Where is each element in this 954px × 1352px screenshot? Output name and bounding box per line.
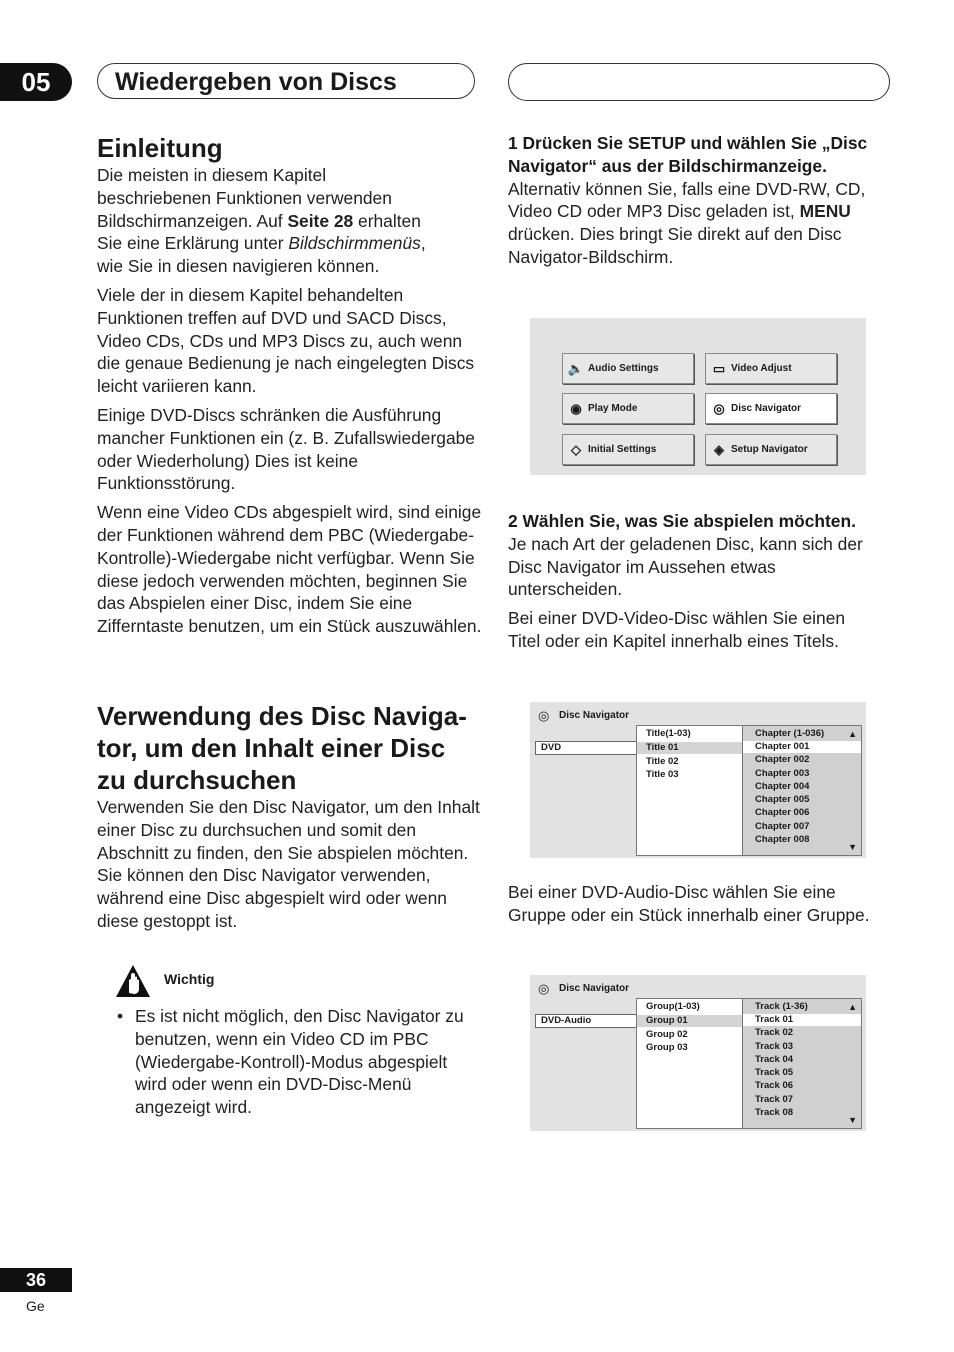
bullet-marker: • bbox=[117, 1006, 124, 1026]
list-item[interactable]: Chapter 003 bbox=[755, 768, 810, 779]
step-2 bbox=[508, 510, 878, 653]
step-2-paragraph-2: Bei einer DVD-Video-Disc wählen Sie einen Titel oder ein Kapitel innerhalb eines Titels. bbox=[508, 608, 846, 651]
section-title-einleitung: Einleitung bbox=[97, 133, 223, 163]
list-item[interactable]: Chapter 005 bbox=[755, 794, 810, 805]
list-item[interactable]: Track 02 bbox=[755, 1027, 794, 1038]
intro-paragraph-2: Viele der in diesem Kapitel behandelten Funktionen treffen auf DVD und SACD Discs, Video CDs, CDs und MP3 Discs zu, auch wenn die genaue Bedienung je nach eingelegten Discs leicht variieren kann. bbox=[97, 284, 475, 397]
list-item[interactable]: Group 03 bbox=[646, 1042, 688, 1053]
list-item[interactable]: Chapter 006 bbox=[755, 807, 810, 818]
list-item[interactable]: Group 02 bbox=[646, 1029, 688, 1040]
list-header: Title(1-03) bbox=[646, 728, 691, 739]
audio-settings-button[interactable]: 🔈 Audio Settings bbox=[562, 353, 694, 384]
disc-icon: ◎ bbox=[713, 400, 725, 416]
list-item[interactable]: Title 03 bbox=[646, 769, 679, 780]
section-title-disc-navigator: Verwendung des Disc Naviga- tor, um den Inhalt einer Disc zu durchsuchen bbox=[97, 701, 467, 795]
step-1-body: Alternativ können Sie, falls eine DVD-RW, CD, Video CD oder MP3 Disc geladen ist, MENU drücken. Dies bringt Sie direkt auf den Disc Navigator-Bildschirm. bbox=[508, 178, 866, 267]
navigator-heading: Disc Navigator bbox=[559, 983, 630, 994]
navigator-intro-paragraph: Verwenden Sie den Disc Navigator, um den Inhalt einer Disc zu durchsuchen und somit den Abschnitt zu finden, den Sie abspielen möchten. Sie können den Disc Navigator verwenden, während eine Disc abgespielt wird oder wenn diese gestoppt ist. bbox=[97, 797, 480, 931]
scroll-down-icon[interactable]: ▼ bbox=[848, 842, 857, 852]
disc-icon: ◎ bbox=[538, 981, 550, 996]
page-reference: Seite 28 bbox=[287, 210, 354, 231]
disc-navigator-button[interactable]: ◎ Disc Navigator bbox=[705, 393, 837, 424]
setup-menu-screen bbox=[530, 318, 866, 475]
section-2 bbox=[97, 700, 482, 933]
disc-type-field: DVD-Audio bbox=[535, 1014, 640, 1028]
chapter-title: Wiedergeben von Discs bbox=[97, 63, 475, 99]
chapter-list[interactable] bbox=[742, 725, 862, 856]
left-column bbox=[97, 132, 482, 638]
warning-hand-icon bbox=[115, 964, 151, 998]
play-mode-button[interactable]: ◉ Play Mode bbox=[562, 393, 694, 424]
scroll-down-icon[interactable]: ▼ bbox=[848, 1115, 857, 1125]
intro-paragraph-4: Wenn eine Video CDs abgespielt wird, sind einige der Funktionen während dem PBC (Wiedergabe-Kontrolle)-Wiedergabe nicht verfügbar. Wenn Sie diese jedoch verwenden möchten, beginnen Sie das Abspielen einer Disc, indem Sie eine Zifferntaste benutzen, um ein Stück auszuwählen. bbox=[97, 502, 482, 637]
list-item[interactable]: Track 04 bbox=[755, 1054, 794, 1065]
navigator-heading: Disc Navigator bbox=[559, 710, 630, 721]
navigator-icon: ◈ bbox=[714, 441, 724, 457]
disc-type-field: DVD bbox=[535, 741, 640, 755]
step-2-paragraph-3: Bei einer DVD-Audio-Disc wählen Sie eine Gruppe oder ein Stück innerhalb einer Gruppe. bbox=[508, 882, 870, 925]
list-item[interactable]: Track 07 bbox=[755, 1094, 794, 1105]
list-item[interactable]: Title 02 bbox=[646, 756, 679, 767]
step-2-title: 2 Wählen Sie, was Sie abspielen möchten. bbox=[508, 511, 856, 531]
intro-paragraph-3: Einige DVD-Discs schränken die Ausführung mancher Funktionen ein (z. B. Zufallswiedergabe oder Wiederholung) Dies ist keine Funktionsstörung. bbox=[97, 404, 475, 494]
list-item[interactable]: Chapter 007 bbox=[755, 821, 810, 832]
list-item[interactable]: Track 05 bbox=[755, 1067, 794, 1078]
speaker-icon: 🔈 bbox=[567, 360, 585, 376]
disc-icon: ◎ bbox=[538, 708, 550, 723]
group-list[interactable] bbox=[636, 998, 744, 1129]
important-bullet-text: Es ist nicht möglich, den Disc Navigator zu benutzen, wenn ein Video CD im PBC (Wiedergabe-Kontroll)-Modus abgespielt wird oder wenn ein DVD-Disc-Menü angezeigt wird. bbox=[135, 1006, 464, 1118]
scroll-up-icon[interactable]: ▲ bbox=[848, 1002, 857, 1012]
step-1-title: 1 Drücken Sie SETUP und wählen Sie „Disc Navigator“ aus der Bildschirmanzeige. bbox=[508, 133, 868, 176]
list-header: Chapter (1-036) bbox=[755, 728, 825, 739]
step-2-paragraph-1: Je nach Art der geladenen Disc, kann sich der Disc Navigator im Aussehen etwas unterscheiden. bbox=[508, 533, 863, 600]
track-list[interactable] bbox=[742, 998, 862, 1129]
title-list[interactable] bbox=[636, 725, 744, 856]
step-1 bbox=[508, 132, 873, 269]
important-label: Wichtig bbox=[164, 971, 215, 987]
list-item[interactable]: Track 01 bbox=[755, 1014, 794, 1025]
list-item[interactable]: Track 06 bbox=[755, 1080, 794, 1091]
list-item[interactable]: Chapter 001 bbox=[755, 741, 810, 752]
list-header: Track (1-36) bbox=[755, 1001, 808, 1012]
list-item[interactable]: Title 01 bbox=[646, 742, 679, 753]
list-item[interactable]: Chapter 004 bbox=[755, 781, 810, 792]
disc-play-icon: ◉ bbox=[570, 400, 582, 416]
list-item[interactable]: Group 01 bbox=[646, 1015, 688, 1026]
list-header: Group(1-03) bbox=[646, 1001, 700, 1012]
list-item[interactable]: Track 03 bbox=[755, 1041, 794, 1052]
setup-navigator-button[interactable]: ◈ Setup Navigator bbox=[705, 434, 837, 465]
list-item[interactable]: Chapter 002 bbox=[755, 754, 810, 765]
list-item[interactable]: Chapter 008 bbox=[755, 834, 810, 845]
initial-settings-button[interactable]: ◇ Initial Settings bbox=[562, 434, 694, 465]
language-code: Ge bbox=[26, 1298, 45, 1314]
dvd-audio-navigator-screen bbox=[530, 975, 866, 1131]
page-number: 36 bbox=[0, 1268, 72, 1292]
list-item[interactable]: Track 08 bbox=[755, 1107, 794, 1118]
dvd-navigator-screen bbox=[530, 702, 866, 858]
player-icon: ◇ bbox=[571, 441, 581, 457]
video-adjust-button[interactable]: ▭ Video Adjust bbox=[705, 353, 837, 384]
chapter-number: 05 bbox=[0, 63, 72, 101]
scroll-up-icon[interactable]: ▲ bbox=[848, 729, 857, 739]
monitor-icon: ▭ bbox=[712, 360, 726, 376]
header-empty-box bbox=[508, 63, 890, 101]
intro-paragraph-1: Die meisten in diesem Kapitel beschriebenen Funktionen verwenden Bildschirmanzeigen. Auf Seite 28 erhalten Sie eine Erklärung unter Bildschirmmenüs, wie Sie in diesen navigieren können. bbox=[97, 165, 426, 277]
